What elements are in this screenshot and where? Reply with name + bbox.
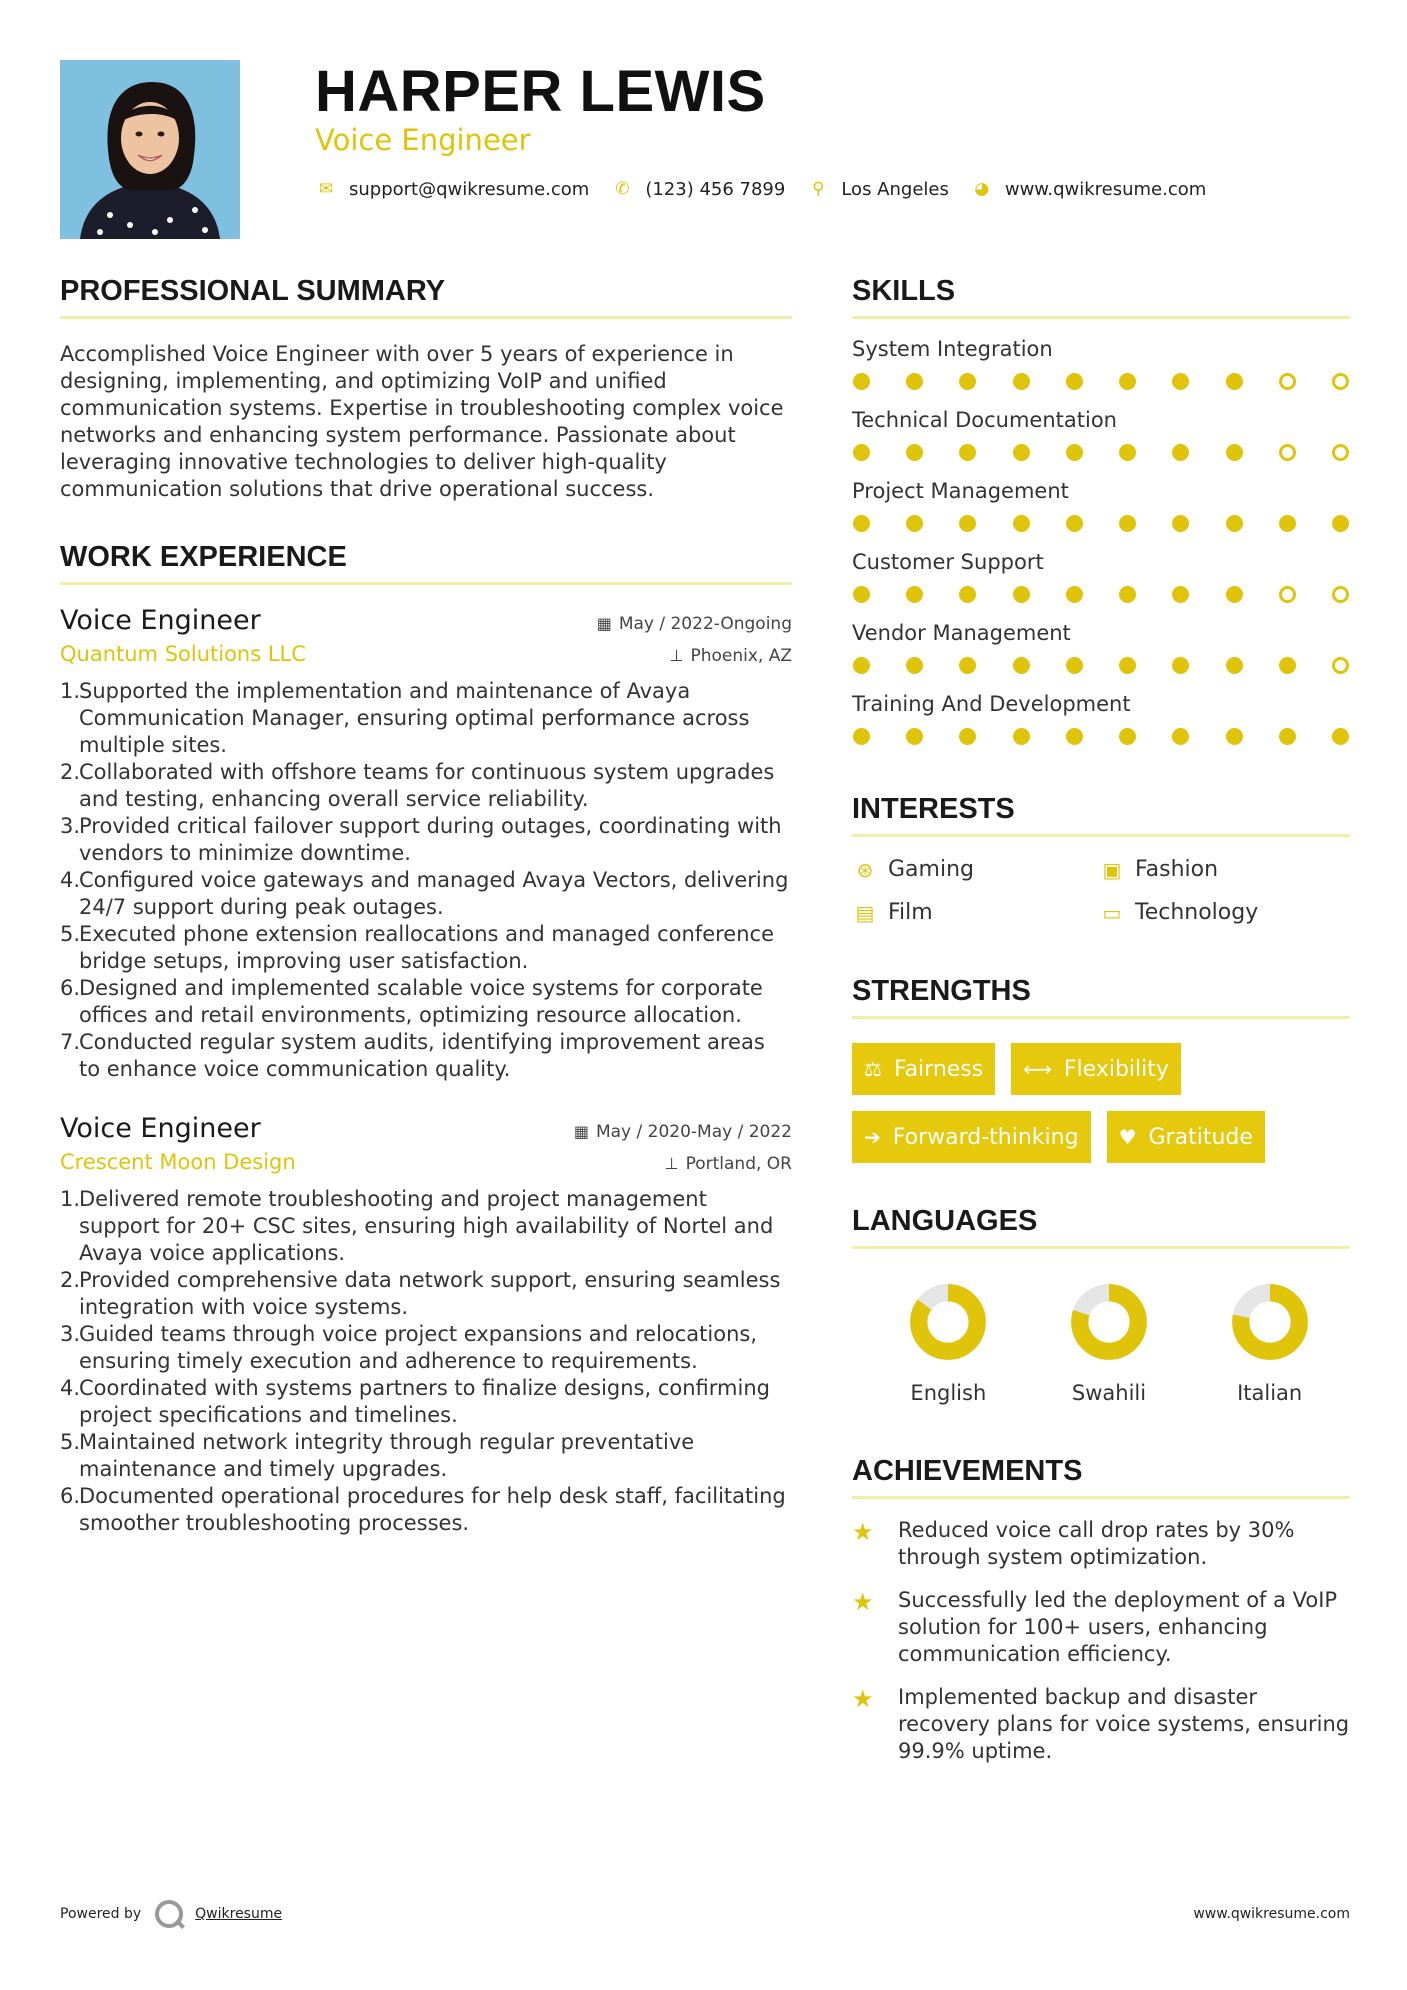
calendar-icon: ▦ [596,614,612,633]
achievement-text: Implemented backup and disaster recovery plans for voice systems, ensuring 99.9% uptime. [898,1685,1350,1763]
summary-heading: PROFESSIONAL SUMMARY [60,275,792,319]
strengths-tags [852,1043,1350,1163]
interest-item [852,900,1099,925]
right-column [852,275,1350,1781]
job-bullet [60,1375,792,1429]
interest-label: Film [888,900,933,925]
qwikresume-logo-icon [155,1900,183,1928]
language-proficiency-donut [1227,1279,1313,1365]
skill-item [852,337,1350,390]
contact-bar [315,178,1228,200]
shopping-bag-icon: ▣ [1102,857,1122,882]
rating-dot-empty [1332,657,1349,674]
bullet-text: Executed phone extension reallocations and managed conference bridge setups, improving user satisfaction. [79,922,774,973]
rating-dot-filled [853,586,870,603]
bullet-number: 4. [60,1376,81,1400]
rating-dot-filled [1013,728,1030,745]
skill-item [852,479,1350,532]
job-bullet [60,1429,792,1483]
job-bullet [60,975,792,1029]
rating-dot-filled [853,373,870,390]
language-name: Italian [1237,1381,1303,1405]
job-bullet [60,1483,792,1537]
job-company-row [60,1150,792,1174]
arrows-horizontal-icon: ⟷ [1023,1057,1052,1081]
rating-dot-filled [959,657,976,674]
rating-dot-filled [906,728,923,745]
experience-heading: WORK EXPERIENCE [60,541,792,585]
job-entry [60,1113,792,1537]
strength-label: Forward-thinking [892,1124,1079,1150]
achievement-item [852,1517,1350,1571]
rating-dot-filled [1013,515,1030,532]
rating-dot-filled [906,515,923,532]
language-proficiency-donut [905,1279,991,1365]
rating-dot-filled [1066,657,1083,674]
skill-rating [852,373,1350,390]
bullet-number: 3. [60,1322,81,1346]
contact-email[interactable]: support@qwikresume.com [349,178,590,200]
rating-dot-filled [1172,515,1189,532]
star-icon: ★ [852,1588,874,1616]
rating-dot-empty [1279,586,1296,603]
skill-name: Vendor Management [852,621,1071,645]
bullet-text: Maintained network integrity through regular preventative maintenance and timely upgrades. [79,1430,695,1481]
rating-dot-filled [1119,373,1136,390]
job-bullet [60,1321,792,1375]
rating-dot-filled [853,657,870,674]
job-location-text: Phoenix, AZ [690,645,792,666]
rating-dot-filled [853,728,870,745]
language-name: English [910,1381,987,1405]
bullet-text: Configured voice gateways and managed Avaya Vectors, delivering 24/7 support during peak outages. [79,868,789,919]
rating-dot-empty [1279,444,1296,461]
contact-phone[interactable]: (123) 456 7899 [645,178,786,200]
rating-dot-filled [959,515,976,532]
strength-tag [852,1111,1091,1163]
interest-label: Gaming [888,857,974,882]
skill-rating [852,444,1350,461]
rating-dot-filled [959,586,976,603]
job-date-text: May / 2020-May / 2022 [595,1121,792,1142]
bullet-number: 5. [60,1430,81,1454]
rating-dot-filled [1119,586,1136,603]
job-header-row [60,605,792,636]
job-role: Voice Engineer [60,605,261,636]
strength-tag [1107,1111,1265,1163]
bullet-text: Provided critical failover support during outages, coordinating with vendors to minimize downtime. [79,814,782,865]
rating-dot-filled [1226,728,1243,745]
achievement-item [852,1587,1350,1668]
bullet-number: 1. [60,1187,81,1211]
bullet-text: Guided teams through voice project expansions and relocations, ensuring timely execution and adherence to requirements. [79,1322,758,1373]
heart-icon: ♥ [1118,1125,1137,1149]
gamepad-icon: ⊛ [856,857,874,882]
job-bullets [60,1186,792,1537]
candidate-title: Voice Engineer [315,123,531,157]
contact-website[interactable]: www.qwikresume.com [1004,178,1207,200]
rating-dot-filled [1226,657,1243,674]
skill-name: Training And Development [852,692,1131,716]
interest-item [852,857,1099,882]
rating-dot-filled [853,444,870,461]
skill-item [852,621,1350,674]
film-icon: ▤ [855,900,875,925]
job-role: Voice Engineer [60,1113,261,1144]
rating-dot-filled [1119,515,1136,532]
powered-by-label: Powered by [60,1906,142,1922]
achievement-text: Reduced voice call drop rates by 30% through system optimization. [898,1518,1295,1569]
rating-dot-filled [1066,373,1083,390]
job-bullet [60,813,792,867]
bullet-text: Collaborated with offshore teams for continuous system upgrades and testing, enhancing overall service reliability. [79,760,775,811]
bullet-number: 2. [60,1268,81,1292]
skill-rating [852,586,1350,603]
rating-dot-filled [1013,586,1030,603]
arrow-right-icon: ➔ [864,1125,881,1149]
envelope-icon: ✉ [318,179,334,199]
job-date [597,614,792,634]
skill-name: Technical Documentation [852,408,1117,432]
job-bullet [60,678,792,759]
job-location [665,1154,792,1174]
interest-item [1099,900,1349,925]
language-item [1029,1279,1190,1405]
job-date-text: May / 2022-Ongoing [618,613,792,634]
balance-scale-icon: ⚖ [864,1057,882,1081]
profile-photo [60,60,240,239]
bullet-number: 6. [60,1484,81,1508]
footer-website[interactable]: www.qwikresume.com [1193,1906,1350,1922]
job-entry [60,605,792,1083]
candidate-name: HARPER LEWIS [315,59,766,124]
globe-icon: ◕ [974,179,990,199]
interest-label: Technology [1135,900,1259,925]
rating-dot-filled [1066,728,1083,745]
rating-dot-filled [1119,657,1136,674]
achievements-list [852,1517,1350,1765]
skills-list [852,337,1350,745]
star-icon: ★ [852,1518,874,1546]
map-pin-icon: ⚲ [812,179,825,199]
job-location [670,646,792,666]
language-proficiency-donut [1066,1279,1152,1365]
languages-heading: LANGUAGES [852,1205,1350,1249]
achievements-heading: ACHIEVEMENTS [852,1455,1350,1499]
interest-label: Fashion [1135,857,1219,882]
job-location-text: Portland, OR [685,1153,792,1174]
rating-dot-filled [1013,373,1030,390]
rating-dot-filled [1279,728,1296,745]
interests-grid [852,857,1350,925]
job-bullet [60,759,792,813]
laptop-icon: ▭ [1102,900,1122,925]
bullet-number: 2. [60,760,81,784]
rating-dot-filled [1119,728,1136,745]
bullet-number: 1. [60,679,81,703]
calendar-icon: ▦ [573,1122,589,1141]
rating-dot-filled [906,657,923,674]
job-bullet [60,1267,792,1321]
job-date [574,1122,792,1142]
bullet-number: 7. [60,1030,81,1054]
strengths-heading: STRENGTHS [852,975,1350,1019]
rating-dot-filled [1172,728,1189,745]
rating-dot-empty [1332,444,1349,461]
rating-dot-filled [959,373,976,390]
brand-link[interactable]: Qwikresume [195,1906,283,1922]
rating-dot-empty [1332,373,1349,390]
language-item [868,1279,1029,1405]
interest-item [1099,857,1349,882]
summary-text: Accomplished Voice Engineer with over 5 years of experience in designing, implementing, and optimizing VoIP and unified communication systems. Expertise in troubleshooting complex voice networks and enhancing system performance. Passionate about leveraging innovative technologies to deliver high-quality communication solutions that drive operational success. [60,342,784,501]
job-bullets [60,678,792,1083]
skill-rating [852,728,1350,745]
rating-dot-filled [1172,444,1189,461]
skill-name: Customer Support [852,550,1044,574]
language-item [1189,1279,1350,1405]
job-list [60,605,792,1537]
strength-label: Fairness [893,1056,984,1082]
pushpin-icon: ⊥ [669,646,684,665]
rating-dot-filled [1279,515,1296,532]
bullet-text: Documented operational procedures for help desk staff, facilitating smoother troubleshooting processes. [79,1484,786,1535]
bullet-text: Provided comprehensive data network support, ensuring seamless integration with voice systems. [79,1268,781,1319]
bullet-number: 4. [60,868,81,892]
rating-dot-filled [1226,444,1243,461]
skill-rating [852,657,1350,674]
bullet-text: Delivered remote troubleshooting and project management support for 20+ CSC sites, ensuring high availability of Nortel and Avaya voice applications. [79,1187,774,1265]
bullet-text: Designed and implemented scalable voice systems for corporate offices and retail environments, optimizing resource allocation. [79,976,763,1027]
skill-name: Project Management [852,479,1069,503]
rating-dot-filled [1066,586,1083,603]
bullet-text: Coordinated with systems partners to finalize designs, confirming project specifications and timelines. [79,1376,770,1427]
rating-dot-filled [1013,657,1030,674]
job-header-row [60,1113,792,1144]
job-bullet [60,1029,792,1083]
rating-dot-filled [1066,515,1083,532]
rating-dot-filled [906,444,923,461]
strength-label: Gratitude [1148,1124,1253,1150]
rating-dot-filled [906,373,923,390]
pushpin-icon: ⊥ [664,1154,679,1173]
phone-icon: ✆ [615,179,630,199]
rating-dot-filled [959,444,976,461]
bullet-number: 5. [60,922,81,946]
left-column [60,275,792,1537]
skill-item [852,550,1350,603]
bullet-text: Supported the implementation and maintenance of Avaya Communication Manager, ensuring optimal performance across multiple sites. [79,679,750,757]
rating-dot-filled [1279,657,1296,674]
skill-name: System Integration [852,337,1053,361]
contact-location: Los Angeles [841,178,949,200]
rating-dot-filled [959,728,976,745]
skill-item [852,692,1350,745]
job-bullet [60,1186,792,1267]
job-company-row [60,642,792,666]
rating-dot-filled [1066,444,1083,461]
bullet-text: Conducted regular system audits, identifying improvement areas to enhance voice communication quality. [79,1030,765,1081]
skill-item [852,408,1350,461]
skill-rating [852,515,1350,532]
bullet-number: 3. [60,814,81,838]
bullet-number: 6. [60,976,81,1000]
star-icon: ★ [852,1685,874,1713]
interests-heading: INTERESTS [852,793,1350,837]
rating-dot-filled [1172,373,1189,390]
language-name: Swahili [1071,1381,1147,1405]
rating-dot-filled [906,586,923,603]
strength-tag [1011,1043,1181,1095]
rating-dot-filled [1226,586,1243,603]
strength-tag [852,1043,995,1095]
footer-powered-by [60,1900,282,1928]
languages-list [852,1279,1350,1405]
rating-dot-filled [1013,444,1030,461]
profile-photo-illustration [60,60,240,239]
rating-dot-filled [1226,515,1243,532]
job-bullet [60,867,792,921]
rating-dot-filled [853,515,870,532]
strength-label: Flexibility [1063,1056,1169,1082]
job-company: Quantum Solutions LLC [60,642,306,666]
skills-heading: SKILLS [852,275,1350,319]
rating-dot-filled [1332,728,1349,745]
rating-dot-filled [1119,444,1136,461]
achievement-text: Successfully led the deployment of a VoIP solution for 100+ users, enhancing communication efficiency. [898,1588,1338,1666]
achievement-item [852,1684,1350,1765]
rating-dot-empty [1332,586,1349,603]
job-bullet [60,921,792,975]
rating-dot-filled [1172,586,1189,603]
rating-dot-filled [1332,515,1349,532]
rating-dot-empty [1279,373,1296,390]
rating-dot-filled [1226,373,1243,390]
rating-dot-filled [1172,657,1189,674]
job-company: Crescent Moon Design [60,1150,296,1174]
